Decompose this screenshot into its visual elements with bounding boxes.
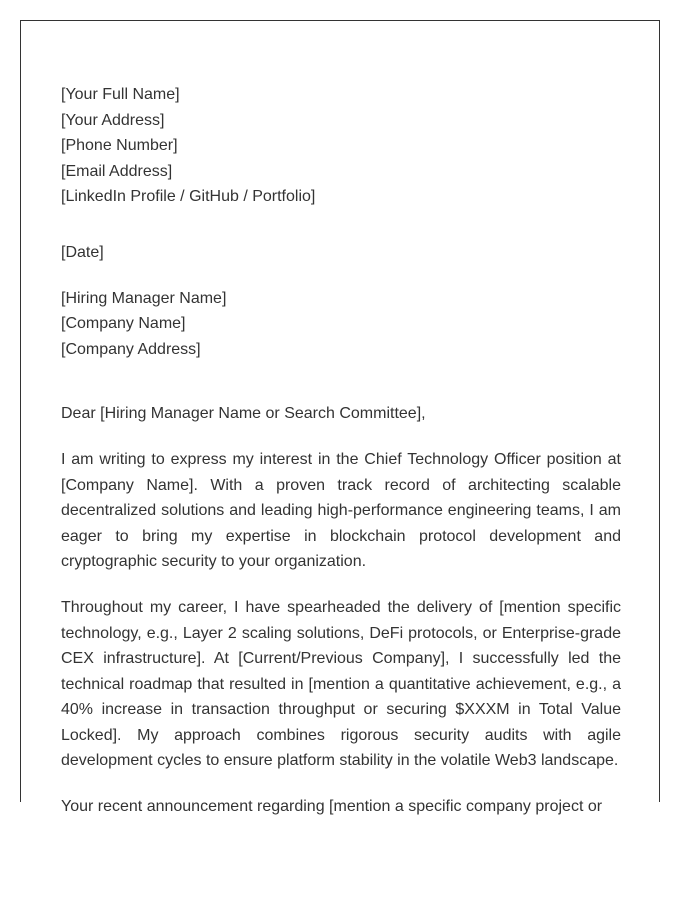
sender-email: [Email Address] — [61, 162, 173, 180]
sender-name: [Your Full Name] — [61, 86, 180, 103]
recipient-company: [Company Name] — [61, 315, 186, 333]
recipient-address: [Company Address] — [61, 340, 201, 358]
paragraph-intro: I am writing to express my interest in the Chief Technology Officer position at [Company Name]. With a proven track record of architecting scalable decentralized solutions and leading high-performance engineering teams, I am eager to bring my expertise in blockchain protocol development and cryptographic security to your organization. — [61, 450, 621, 571]
letter-date: [Date] — [61, 243, 104, 261]
sender-phone: [Phone Number] — [61, 137, 178, 155]
paragraph-company-interest: Your recent announcement regarding [mention a specific company project or — [61, 798, 603, 816]
sender-address: [Your Address] — [61, 111, 165, 129]
paragraph-experience: Throughout my career, I have spearheaded the delivery of [mention specific technology, e.g., Layer 2 scaling solutions, DeFi protocols, or Enterprise-grade CEX infrastructure]. At [Current/Previous Company], I successfully led the technical roadmap that resulted in [mention a quantitative achievement, e.g., a 40% increase in transaction throughput or securing $XXXM in Total Value Locked]. My approach combines rigorous security audits with agile development cycles to ensure platform stability in the volatile Web3 landscape. — [61, 598, 621, 770]
cover-letter-body — [61, 82, 621, 820]
sender-block — [61, 82, 621, 210]
salutation: Dear [Hiring Manager Name or Search Committee], — [61, 405, 426, 423]
recipient-name: [Hiring Manager Name] — [61, 289, 227, 307]
document-page — [20, 20, 660, 816]
salutation-block — [61, 401, 621, 427]
sender-links: [LinkedIn Profile / GitHub / Portfolio] — [61, 188, 316, 206]
date-block — [61, 240, 621, 266]
recipient-block — [61, 286, 621, 363]
